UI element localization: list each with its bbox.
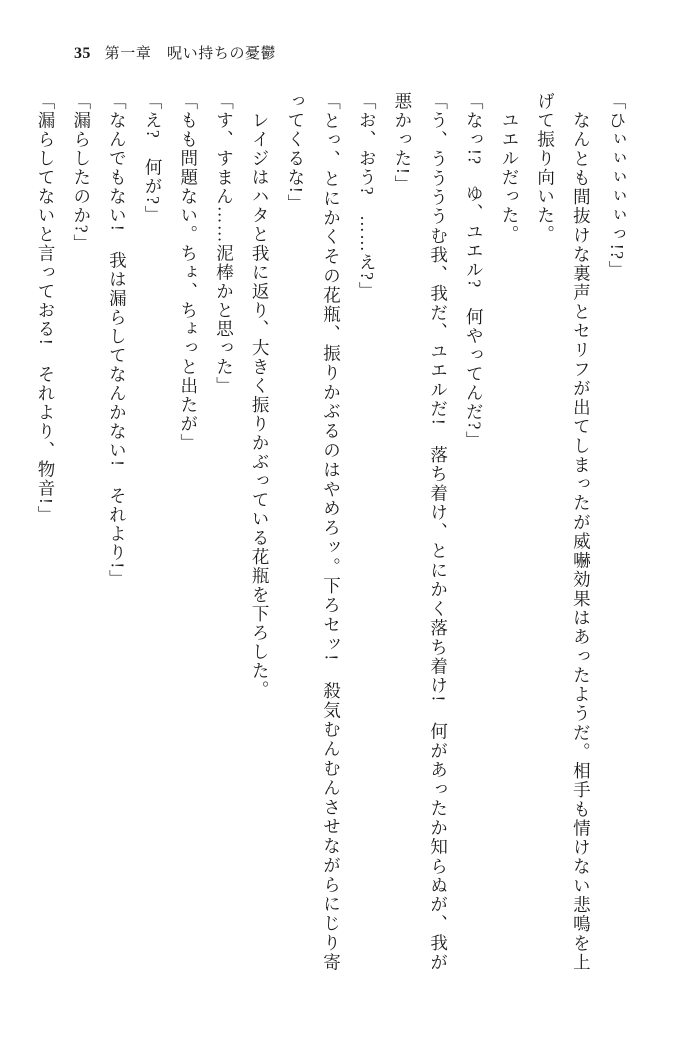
body-line: 「とっ、とにかくその花瓶、振りかぶるのはやめろッ。下ろセッ! 殺気むんむんさせながらにじり寄ってくるな!」 (285, 92, 342, 972)
body-line: 「う、ううううむ我、我だ、ユエルだ! 落ち着け、とにかく落ち着け! 何があったか知らぬが、我が悪かった!」 (392, 92, 449, 972)
chapter-title: 第一章 呪い持ちの憂鬱 (104, 46, 277, 62)
body-line: なんとも間抜けな裏声とセリフが出てしまったが威嚇効果はあったようだ。相手も情けない悲鳴を上げて振り向いた。 (535, 92, 592, 972)
body-text (36, 92, 634, 972)
body-line: 「え? 何が?」 (143, 92, 164, 225)
body-line: 「なっ!? ゆ、ユエル? 何やってんだ?」 (464, 92, 485, 450)
body-line: ユエルだった。 (499, 92, 520, 244)
body-line: 「ひぃぃぃぃぃっ!?」 (607, 92, 627, 280)
body-line: 「す、すまん……泥棒かと思った」 (214, 92, 235, 396)
page-number: 35 (74, 45, 91, 62)
body-line: 「もも問題ない。ちょ、ちょっと出たが」 (178, 92, 199, 453)
body-line: レイジはハタと我に返り、大きく振りかぶっている花瓶を下ろした。 (250, 92, 271, 700)
body-line: 「漏らしてないと言っておる! それより、物音!」 (36, 92, 56, 525)
body-line: 「漏らしたのか?」 (71, 92, 92, 254)
body-line: 「お、おう? ……え?」 (357, 92, 378, 301)
body-line: 「なんでもない! 我は漏らしてなんかない! それより!」 (107, 92, 128, 589)
running-header (74, 42, 276, 63)
